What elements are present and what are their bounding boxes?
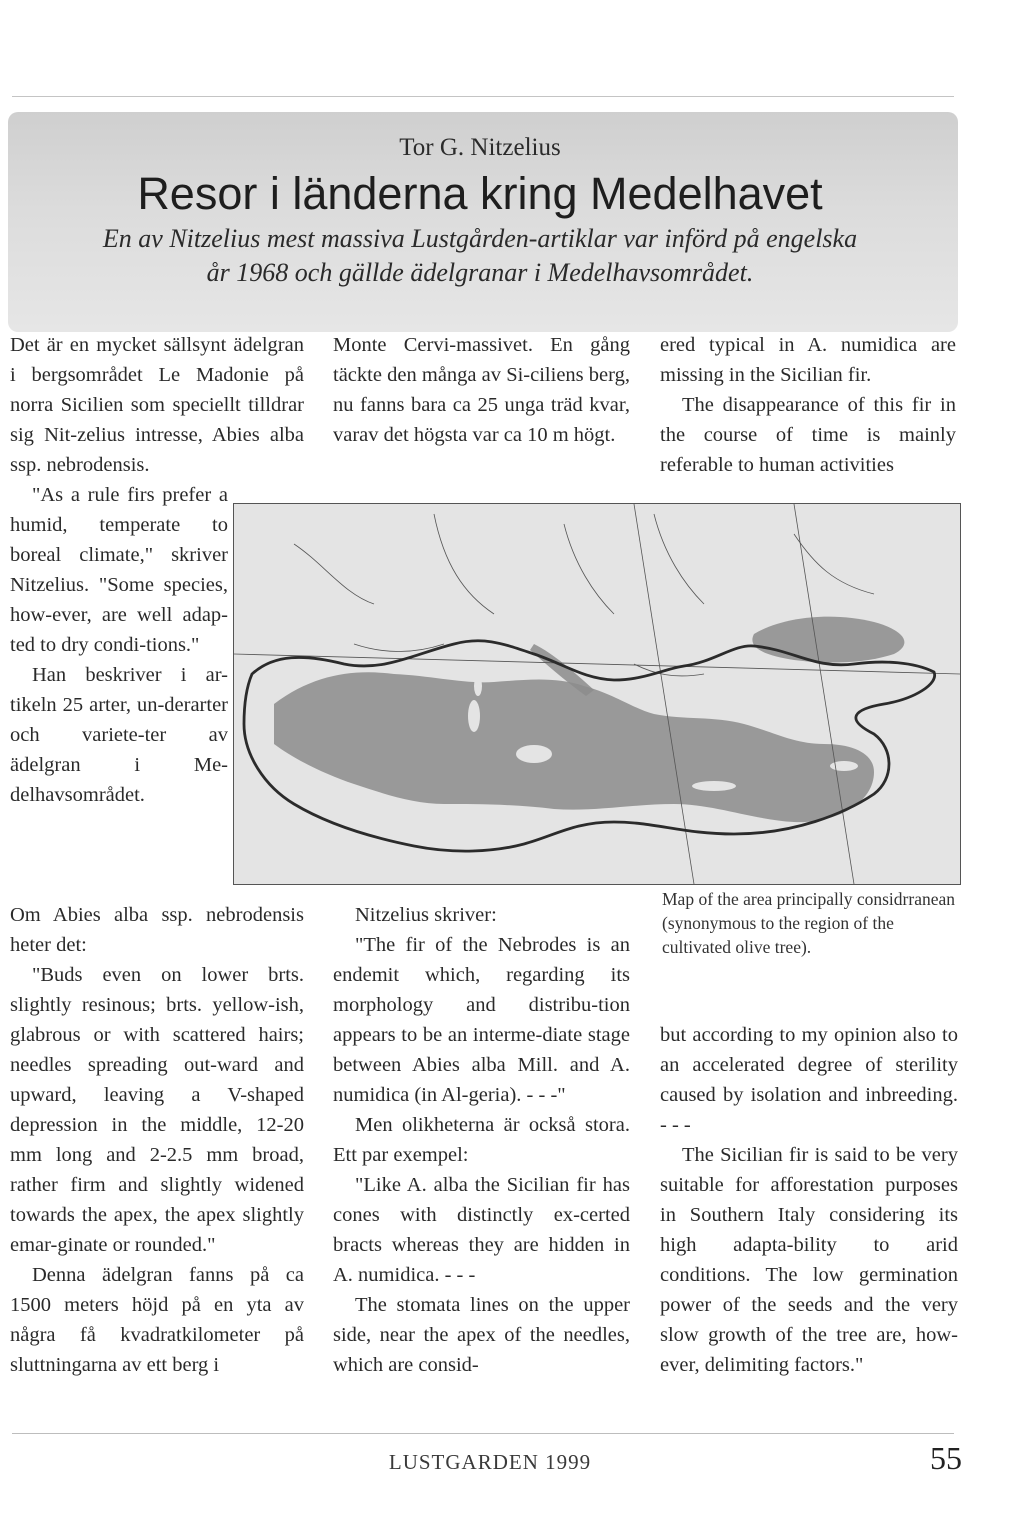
col1-paragraph-1: Det är en mycket sällsynt ädelgran i bergsområdet Le Madonie på norra Sicilien som speciellt tilldrar sig Nit-zelius intresse, Abies alba ssp. nebrodensis. [10,334,304,476]
top-rule [12,96,954,97]
column-1-bottom [10,900,304,1380]
map-island-sicily [516,745,552,763]
article-author: Tor G. Nitzelius [399,134,561,161]
map-graphic [234,504,960,884]
col3-paragraph-1: ered typical in A. numidica are missing in the Sicilian fir. [660,334,956,386]
map-island-sardinia [468,700,480,732]
footer-rule [12,1433,954,1434]
col2-paragraph-2: Nitzelius skriver: [355,904,497,926]
col1-paragraph-4: Om Abies alba ssp. nebrodensis heter det: [10,904,304,956]
column-2-bottom [333,900,630,1380]
article-title: Resor i länderna kring Medelhavet [137,168,823,219]
col3-paragraph-3: but according to my opinion also to an accelerated degree of sterility caused by isolation and inbreeding. - - - [660,1024,958,1136]
col1-paragraph-2: "As a rule firs prefer a humid, temperate to boreal climate," skriver Nitzelius. "Some species, how-ever, are well adap-ted to dry condi-tions." [10,484,228,656]
col2-paragraph-4: Men olikheterna är också stora. Ett par exempel: [333,1114,630,1166]
map-island-crete [692,781,736,791]
map-island-cyprus [830,761,858,771]
col3-paragraph-4: The Sicilian fir is said to be very suitable for afforestation purposes in Southern Italy considering its high adapta-bility to arid conditions. The low germination power of the seeds and the very slow growth of the tree are, how-ever, delimiting factors." [660,1144,958,1376]
map-island-corsica [474,676,482,696]
article-subtitle [0,222,960,290]
page-number: 55 [930,1440,962,1476]
col1-paragraph-5: "Buds even on lower brts. slightly resinous; brts. yellow-ish, glabrous or with scattered hairs; needles spreading out-ward and upward, leaving a V-shaped depression in the middle, 12-20 mm long and 2-2.5 mm broad, rather firm and slightly widened towards the apex, the apex slightly emar-ginate or rounded." [10,964,304,1256]
column-3-top [660,330,956,480]
column-1-middle [10,480,228,810]
map-caption: Map of the area principally considrranean (synonymous to the region of the cultivated olive tree). [662,889,955,957]
column-2-top [333,330,630,450]
col2-paragraph-1: Monte Cervi-massivet. En gång täckte den många av Si-ciliens berg, nu fanns bara ca 25 unga träd kvar, varav det högsta var ca 10 m högt. [333,334,630,446]
col3-paragraph-2: The disappearance of this fir in the course of time is mainly referable to human activities [660,394,956,476]
subtitle-line-2: år 1968 och gällde ädelgranar i Medelhavsområdet. [206,258,754,287]
subtitle-line-1: En av Nitzelius mest massiva Lustgården-artiklar var införd på engelska [102,224,858,253]
col1-paragraph-3: Han beskriver i ar-tikeln 25 arter, un-derarter och variete-ter av ädelgran i Me-delhavsområdet. [10,664,228,806]
col2-paragraph-6: The stomata lines on the upper side, near the apex of the needles, which are consid- [333,1294,630,1376]
mediterranean-map [233,503,961,885]
column-3-bottom [660,1020,958,1380]
column-1-top [10,330,304,480]
col2-paragraph-5: "Like A. alba the Sicilian fir has cones with distinctly ex-certed bracts whereas they are hidden in A. numidica. - - - [333,1174,630,1286]
journal-name: LUSTGARDEN 1999 [388,1450,592,1474]
col1-paragraph-6: Denna ädelgran fanns på ca 1500 meters höjd på en yta av några få kvadratkilometer på sluttningarna av ett berg i [10,1264,304,1376]
col2-paragraph-3: "The fir of the Nebrodes is an endemit which, regarding its morphology and distribu-tion appears to be an interme-diate stage between Abies alba Mill. and A. numidica (in Al-geria). - - -" [333,934,630,1106]
